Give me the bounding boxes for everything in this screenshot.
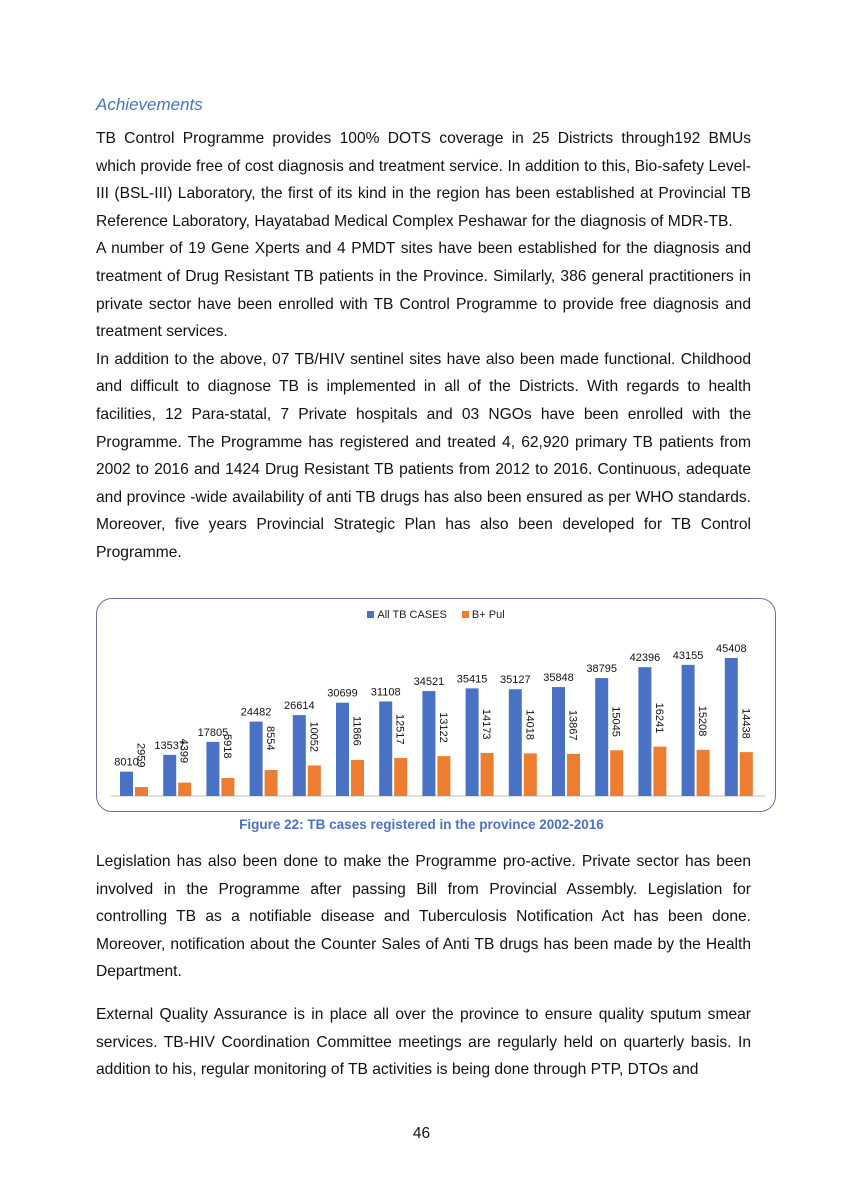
bar-b-pul	[351, 760, 364, 796]
data-label-all-tb: 8010	[114, 756, 139, 769]
data-label-b-pul: 13122	[436, 712, 449, 743]
data-label-all-tb: 42396	[629, 652, 661, 665]
bar-b-pul	[653, 747, 666, 796]
bar-b-pul	[135, 787, 148, 796]
bar-b-pul	[394, 758, 407, 796]
bar-all-tb-cases	[120, 772, 133, 796]
bar-all-tb-cases	[422, 691, 435, 796]
bar-b-pul	[481, 753, 494, 796]
data-label-all-tb: 30699	[327, 687, 358, 700]
bar-all-tb-cases	[163, 755, 176, 796]
bar-b-pul	[308, 765, 321, 796]
data-label-all-tb: 24482	[240, 706, 272, 719]
bar-b-pul	[697, 750, 710, 796]
data-label-b-pul: 12517	[393, 713, 406, 745]
bar-all-tb-cases	[206, 742, 219, 796]
data-label-b-pul: 11866	[350, 715, 363, 746]
bar-b-pul	[567, 754, 580, 796]
bar-b-pul	[221, 778, 234, 796]
data-label-all-tb: 34521	[413, 676, 445, 689]
bar-all-tb-cases	[250, 722, 263, 796]
bar-all-tb-cases	[509, 689, 522, 796]
bar-all-tb-cases	[725, 658, 738, 796]
data-label-all-tb: 13537	[154, 739, 185, 752]
bar-all-tb-cases	[466, 688, 479, 796]
bar-b-pul	[524, 753, 537, 796]
data-label-all-tb: 26614	[284, 700, 315, 713]
bar-b-pul	[265, 770, 278, 796]
data-label-b-pul: 14018	[523, 709, 536, 740]
bar-b-pul	[740, 752, 753, 796]
legend-label: B+ Pul	[471, 609, 505, 621]
data-label-b-pul: 8554	[264, 726, 277, 751]
data-label-all-tb: 31108	[370, 686, 401, 699]
paragraph-quality-assurance-text: External Quality Assurance is in place all over the province to ensure quality sputum smear services. TB-HIV Coordination Committee meetings are regularly held on quarterly basis. In addition to his, regular monitoring of TB activities is being done through PTP, DTOs and	[96, 1006, 751, 1079]
data-label-b-pul: 10052	[307, 721, 320, 753]
bar-all-tb-cases	[336, 703, 349, 796]
data-label-all-tb: 43155	[672, 649, 704, 662]
data-label-b-pul: 15045	[609, 706, 622, 737]
legend-label: All TB CASES	[377, 609, 447, 621]
data-label-all-tb: 35127	[500, 674, 531, 687]
data-label-all-tb: 35415	[456, 673, 488, 686]
paragraph-legislation	[96, 848, 751, 986]
section-heading: Achievements	[96, 95, 203, 114]
paragraph-legislation-text: Legislation has also been done to make the Programme pro-active. Private sector has been involved in the Programme after passing Bill from Provincial Assembly. Legislation for controlling TB as a notifiable disease and Tuberculosis Notification Act has been done. Moreover, notification about the Counter Sales of Anti TB drugs has been made by the Health Department.	[96, 853, 751, 981]
data-label-b-pul: 16241	[652, 702, 665, 734]
paragraph-gene-xperts: A number of 19 Gene Xperts and 4 PMDT sites have been established for the diagnosis and treatment of Drug Resistant TB patients in the Province. Similarly, 386 general practitioners in private sector have been enrolled with TB Control Programme to provide free diagnosis and treatment services.	[96, 240, 751, 341]
bar-all-tb-cases	[552, 687, 565, 796]
data-label-b-pul: 15208	[696, 705, 709, 737]
chart-container	[96, 598, 776, 812]
body-text-top	[96, 125, 751, 567]
data-label-b-pul: 4399	[177, 738, 190, 764]
data-label-b-pul: 14438	[739, 708, 752, 739]
bar-b-pul	[610, 750, 623, 796]
paragraph-sentinel-sites: In addition to the above, 07 TB/HIV sentinel sites have also been made functional. Childhood and difficult to diagnose TB is implemented in all of the Districts. With regards to health facilities, 12 Para-statal, 7 Private hospitals and 03 NGOs have been enrolled with the Programme. The Programme has registered and treated 4, 62,920 primary TB patients from 2002 to 2016 and 1424 Drug Resistant TB patients from 2012 to 2016. Continuous, adequate and province -wide availability of anti TB drugs has also been ensured as per WHO standards. Moreover, five years Provincial Strategic Plan has also been developed for TB Control Programme.	[96, 350, 751, 561]
data-label-b-pul: 5918	[220, 734, 233, 759]
data-label-b-pul: 2959	[134, 743, 147, 768]
bar-chart	[97, 599, 777, 813]
bar-all-tb-cases	[379, 701, 392, 796]
bar-b-pul	[178, 783, 191, 796]
paragraph-quality-assurance	[96, 1001, 751, 1084]
data-label-b-pul: 13867	[566, 709, 579, 741]
bar-b-pul	[437, 756, 450, 796]
data-label-all-tb: 45408	[716, 643, 747, 655]
bar-all-tb-cases	[638, 667, 651, 796]
data-label-b-pul: 14173	[480, 708, 493, 740]
figure-caption: Figure 22: TB cases registered in the province 2002-2016	[239, 817, 604, 832]
page-number: 46	[412, 1125, 431, 1142]
data-label-all-tb: 38795	[586, 663, 617, 676]
bar-all-tb-cases	[595, 678, 608, 796]
data-label-all-tb: 35848	[543, 672, 574, 685]
bar-all-tb-cases	[293, 715, 306, 796]
paragraph-dots-coverage: TB Control Programme provides 100% DOTS coverage in 25 Districts through192 BMUs which provide free of cost diagnosis and treatment service. In addition to this, Bio-safety Level-III (BSL-III) Laboratory, the first of its kind in the region has been established at Provincial TB Reference Laboratory, Hayatabad Medical Complex Peshawar for the diagnosis of MDR-TB.	[96, 130, 751, 230]
data-label-all-tb: 17805	[197, 726, 229, 739]
bar-all-tb-cases	[682, 665, 695, 796]
